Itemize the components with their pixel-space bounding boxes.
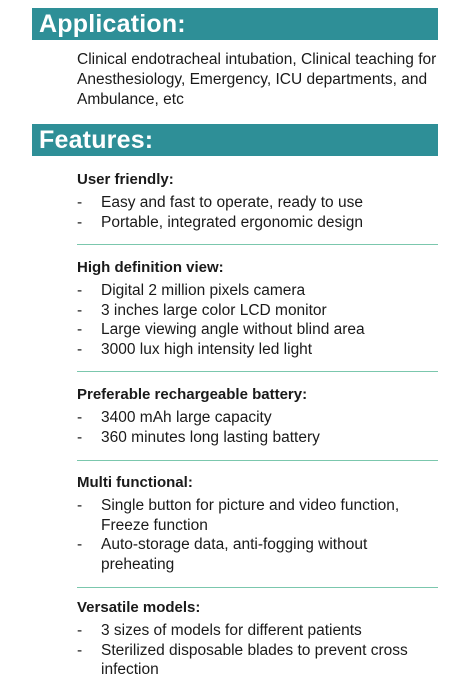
- section-rechargeable-battery: [77, 385, 438, 447]
- list-item: - Large viewing angle without blind area: [77, 321, 365, 338]
- section-versatile-models: [77, 598, 438, 680]
- list-item: - Digital 2 million pixels camera: [77, 282, 306, 299]
- list-item: - 3 sizes of models for different patients: [77, 622, 362, 639]
- section-divider: [77, 460, 438, 461]
- section-divider: [77, 244, 438, 245]
- list-item: - 360 minutes long lasting battery: [77, 428, 320, 446]
- section-title: High definition view:: [77, 259, 224, 276]
- section-high-definition-view: [77, 258, 438, 359]
- application-heading: Application:: [32, 8, 438, 40]
- list-item: - Portable, integrated ergonomic design: [77, 213, 363, 231]
- section-divider: [77, 587, 438, 588]
- list-item: - 3400 mAh large capacity: [77, 409, 272, 426]
- section-title: Versatile models:: [77, 599, 201, 616]
- section-title: Preferable rechargeable battery:: [77, 386, 308, 403]
- list-item: - Auto-storage data, anti-fogging without preheating: [77, 536, 368, 573]
- section-user-friendly: [77, 170, 438, 232]
- section-multi-functional: [77, 473, 438, 574]
- section-divider: [77, 371, 438, 372]
- list-item: - 3000 lux high intensity led light: [77, 340, 313, 358]
- list-item: - 3 inches large color LCD monitor: [77, 301, 327, 319]
- features-heading: Features:: [32, 124, 438, 156]
- section-title: Multi functional:: [77, 474, 193, 491]
- list-item: - Easy and fast to operate, ready to use: [77, 194, 363, 211]
- section-title: User friendly:: [77, 171, 174, 188]
- application-text: Clinical endotracheal intubation, Clinical teaching for Anesthesiology, Emergency, ICU departments, and Ambulance, etc: [77, 51, 437, 108]
- list-item: - Single button for picture and video function, Freeze function: [77, 497, 400, 534]
- list-item: - Sterilized disposable blades to prevent cross infection: [77, 641, 408, 678]
